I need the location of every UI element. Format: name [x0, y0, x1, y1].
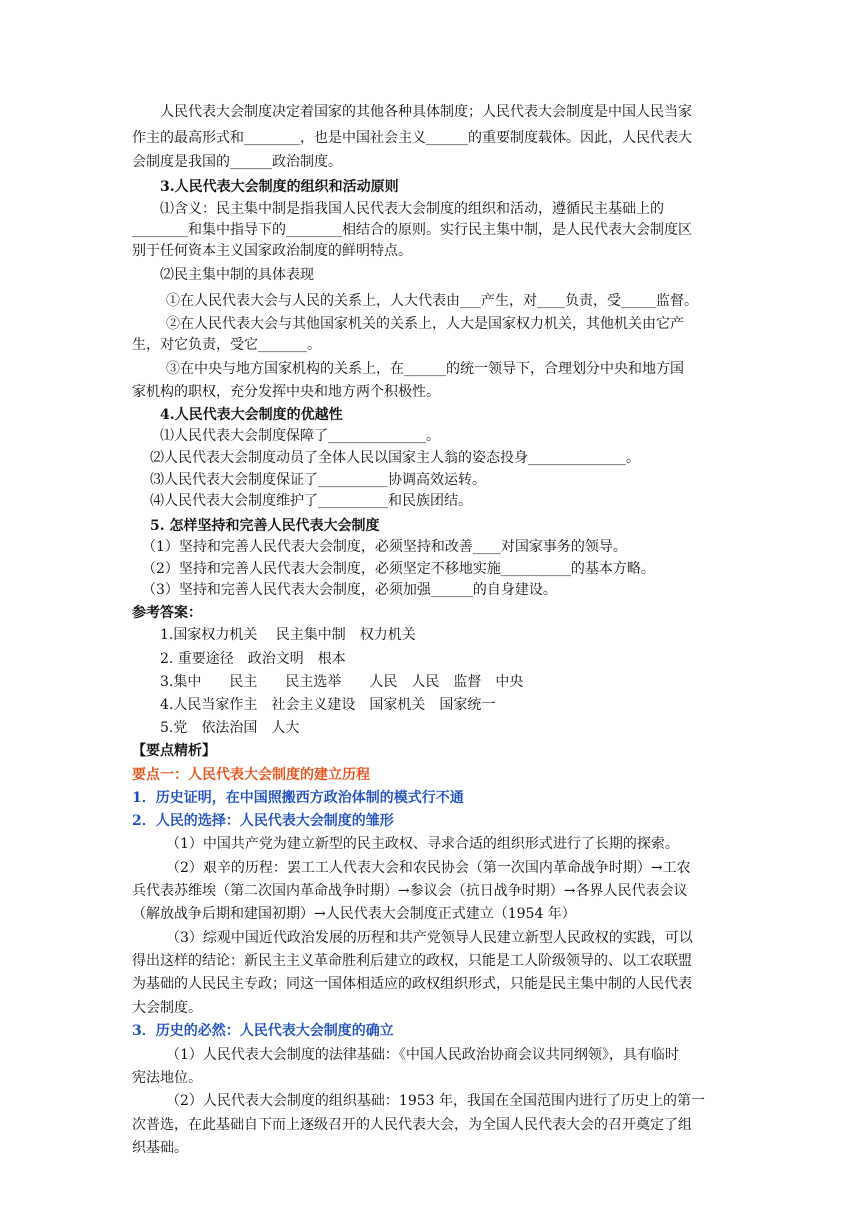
body-line: 得出这样的结论：新民主主义革命胜利后建立的政权，只能是工人阶级领导的、以工农联盟: [132, 953, 692, 969]
answer-line: 5.党 依法治国 人大: [160, 720, 300, 736]
body-line: 大会制度。: [132, 1000, 202, 1016]
answer-line: 1.国家权力机关 民主集中制 权力机关: [160, 627, 416, 643]
body-line: ⑴含义：民主集中制是指我国人民代表大会制度的组织和活动，遵循民主基础上的: [160, 201, 664, 217]
body-line: （2）坚持和完善人民代表大会制度，必须坚定不移地实施__________的基本方略。: [142, 561, 655, 577]
body-line: ③在中央与地方国家机构的关系上，在______的统一领导下，合理划分中央和地方国: [166, 361, 684, 377]
body-line: 会制度是我国的______政治制度。: [132, 154, 342, 170]
body-line: 人民代表大会制度决定着国家的其他各种具体制度；人民代表大会制度是中国人民当家: [160, 104, 692, 120]
subheading: 2．人民的选择：人民代表大会制度的雏形: [132, 813, 394, 829]
section-heading: 3.人民代表大会制度的组织和活动原则: [160, 179, 399, 195]
body-line: 作主的最高形式和________，也是中国社会主义______的重要制度载体。因此，人民代表大: [132, 130, 692, 146]
body-line: 生，对它负责，受它_______。: [132, 337, 321, 353]
body-line: （1）人民代表大会制度的法律基础：《中国人民政治协商会议共同纲领》，具有临时: [166, 1047, 679, 1063]
answer-line: 2. 重要途径 政治文明 根本: [160, 651, 346, 667]
answer-line: 3.集中 民主 民主选举 人民 人民 监督 中央: [160, 674, 524, 690]
body-line: （2）艰辛的历程：罢工工人代表大会和农民协会（第一次国内革命战争时期）→工农: [166, 860, 691, 876]
body-line: ①在人民代表大会与人民的关系上，人大代表由___产生，对____负责，受_____监督。: [166, 293, 698, 309]
body-line: （1）中国共产党为建立新型的民主政权、寻求合适的组织形式进行了长期的探索。: [166, 836, 679, 852]
body-line: ②在人民代表大会与其他国家机关的关系上，人大是国家权力机关，其他机关由它产: [166, 316, 684, 332]
body-line: ⑵民主集中制的具体表现: [160, 267, 314, 283]
subheading: 1．历史证明，在中国照搬西方政治体制的模式行不通: [132, 790, 464, 806]
body-line: 次普选，在此基础自下而上逐级召开的人民代表大会，为全国人民代表大会的召开奠定了组: [132, 1117, 692, 1133]
section-heading: 4.人民代表大会制度的优越性: [160, 407, 343, 423]
body-line: 宪法地位。: [132, 1070, 202, 1086]
body-line: ⑴人民代表大会制度保障了______________。: [160, 428, 440, 444]
body-line: 织基础。: [132, 1140, 188, 1156]
answer-line: 4.人民当家作主 社会主义建设 国家机关 国家统一: [160, 697, 496, 713]
body-line: ⑶人民代表大会制度保证了__________协调高效运转。: [150, 472, 486, 488]
body-line: ________和集中指导下的________相结合的原则。实行民主集中制，是人民代表大会制度区: [132, 222, 692, 238]
body-line: 兵代表苏维埃（第二次国内革命战争时期）→参议会（抗日战争时期）→各界人民代表会议: [132, 883, 688, 899]
body-line: 家机构的职权，充分发挥中央和地方两个积极性。: [132, 384, 440, 400]
section-heading: 5. 怎样坚持和完善人民代表大会制度: [150, 518, 380, 534]
key-points-heading: 【要点精析】: [132, 743, 216, 759]
key-point-title: 要点一：人民代表大会制度的建立历程: [132, 767, 370, 783]
body-line: （3）坚持和完善人民代表大会制度，必须加强______的自身建设。: [142, 582, 557, 598]
body-line: （3）综观中国近代政治发展的历程和共产党领导人民建立新型人民政权的实践，可以: [166, 930, 693, 946]
subheading: 3．历史的必然：人民代表大会制度的确立: [132, 1023, 394, 1039]
body-line: ⑵人民代表大会制度动员了全体人民以国家主人翁的姿态投身______________。: [150, 450, 640, 466]
body-line: （1）坚持和完善人民代表大会制度，必须坚持和改善____对国家事务的领导。: [142, 539, 627, 555]
answer-heading: 参考答案：: [132, 605, 202, 621]
body-line: （2）人民代表大会制度的组织基础：1953 年，我国在全国范围内进行了历史上的第一: [166, 1093, 705, 1109]
body-line: 为基础的人民民主专政；同这一国体相适应的政权组织形式，只能是民主集中制的人民代表: [132, 976, 692, 992]
body-line: （解放战争后期和建国初期）→人民代表大会制度正式建立（1954 年）: [132, 906, 576, 922]
body-line: 别于任何资本主义国家政治制度的鲜明特点。: [132, 243, 412, 259]
body-line: ⑷人民代表大会制度维护了__________和民族团结。: [150, 493, 472, 509]
